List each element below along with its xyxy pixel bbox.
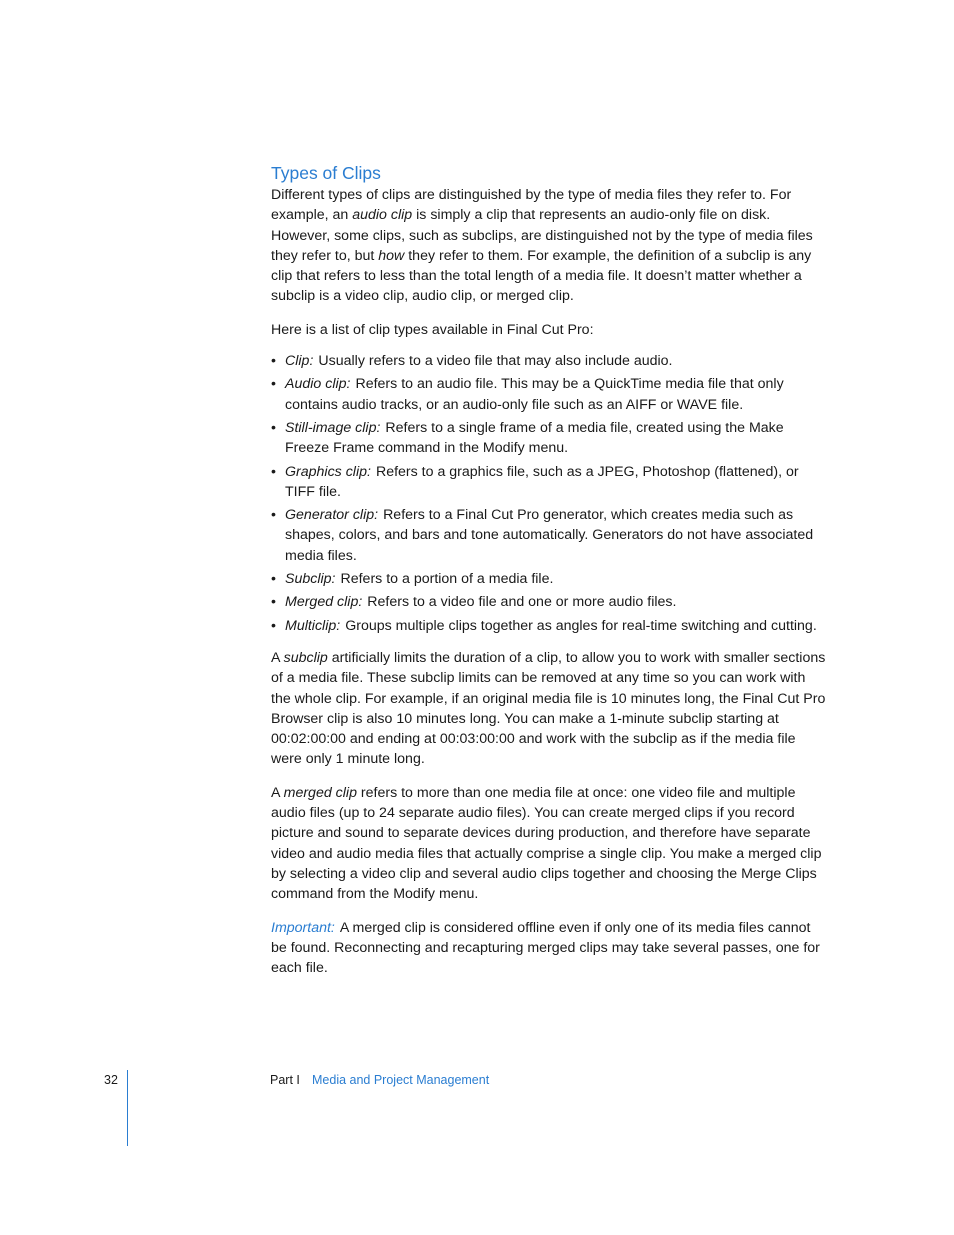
clip-type-desc: Refers to a graphics file, such as a JPEG, Photoshop (flattened), or TIFF file. [285,463,799,500]
merged-clip-paragraph [271,783,827,905]
clip-type-desc: Refers to a Final Cut Pro generator, which creates media such as shapes, colors, and bars and tone automatically. Generators do not have associated media files. [285,507,814,564]
intro-text-3: they refer to them. For example, the definition of a subclip is any clip that refers to less than the total length of a media file. It doesn’t matter whether a subclip is a video clip, audio clip, or merged clip. [271,247,812,305]
clip-type-term: Clip: [285,353,314,370]
clip-types-list [271,351,827,636]
list-lead: Here is a list of clip types available in Final Cut Pro: [271,321,594,338]
footer-divider [127,1070,128,1146]
clip-type-desc: Groups multiple clips together as angles for real-time switching and cutting. [345,617,817,634]
clip-type-desc: Usually refers to a video file that may also include audio. [318,353,673,370]
bullet-icon: • [271,353,276,370]
clip-type-desc: Refers to a portion of a media file. [340,571,554,588]
list-item [271,505,827,566]
list-item [271,569,827,589]
important-text: A merged clip is considered offline even if only one of its media files cannot be found. Reconnecting and recapturing merged clips may take several passes, one for each file. [271,919,820,977]
clip-type-term: Still-image clip: [285,419,381,436]
clip-type-term: Graphics clip: [285,463,371,480]
clip-type-desc: Refers to a video file and one or more audio files. [367,594,677,611]
clip-type-term: Generator clip: [285,507,379,524]
intro-text-2: is simply a clip that represents an audio-only file on disk. However, some clips, such as subclips, are distinguished not by the type of media files they refer to, but [271,207,813,264]
footer-part-label: Part I [270,1073,300,1087]
merged-text-1: A [271,784,284,801]
clip-type-term: Subclip: [285,571,336,588]
important-note [271,918,827,979]
bullet-icon: • [271,463,276,480]
bullet-icon: • [271,617,276,634]
section-title: Types of Clips [271,163,381,183]
bullet-icon: • [271,594,276,611]
bullet-icon: • [271,419,276,436]
clip-type-desc: Refers to a single frame of a media file, created using the Make Freeze Frame command in the Modify menu. [285,419,784,457]
intro-term-audio-clip: audio clip [352,207,413,224]
list-item [271,351,827,371]
bullet-icon: • [271,571,276,588]
merged-clip-term: merged clip [283,784,357,801]
clip-type-term: Merged clip: [285,594,363,611]
intro-text-1: Different types of clips are distinguished by the type of media files they refer to. For example, an [271,187,792,224]
subclip-term: subclip [283,649,328,666]
subclip-text-1: A [271,649,284,666]
clip-type-term: Multiclip: [285,617,341,634]
bullet-icon: • [271,507,276,524]
intro-paragraph [271,185,827,307]
merged-text-2: refers to more than one media file at once: one video file and multiple audio files (up to 24 separate audio files). You can create merged clips if you record picture and sound to separate devices during production, and therefore have separate video and audio media files that actually comprise a single clip. You make a merged clip by selecting a video clip and several audio clips together and choosing the Merge Clips command from the Modify menu. [271,784,822,903]
subclip-text-2: artificially limits the duration of a clip, to allow you to work with smaller sections of a media file. These subclip limits can be removed at any time so you can work with the whole clip. For example, if an original media file is 10 minutes long, the Final Cut Pro Browser clip is also 10 minutes long. You can make a 1-minute subclip starting at 00:02:00:00 and ending at 00:03:00:00 and work with the subclip as if the media file were only 1 minute long. [271,649,826,768]
list-item [271,374,827,415]
bullet-icon: • [271,376,276,393]
subclip-paragraph [271,648,827,770]
list-item [271,462,827,503]
page-content [271,162,827,991]
important-label: Important: [271,919,335,936]
intro-term-how: how [378,247,405,264]
list-item [271,418,827,459]
page-number: 32 [104,1073,118,1087]
list-item [271,592,827,612]
clip-type-desc: Refers to an audio file. This may be a QuickTime media file that only contains audio tracks, or an audio-only file such as an AIFF or WAVE file. [285,376,784,413]
clip-type-term: Audio clip: [285,376,351,393]
footer-chapter-title: Media and Project Management [312,1073,490,1087]
list-item [271,616,827,636]
